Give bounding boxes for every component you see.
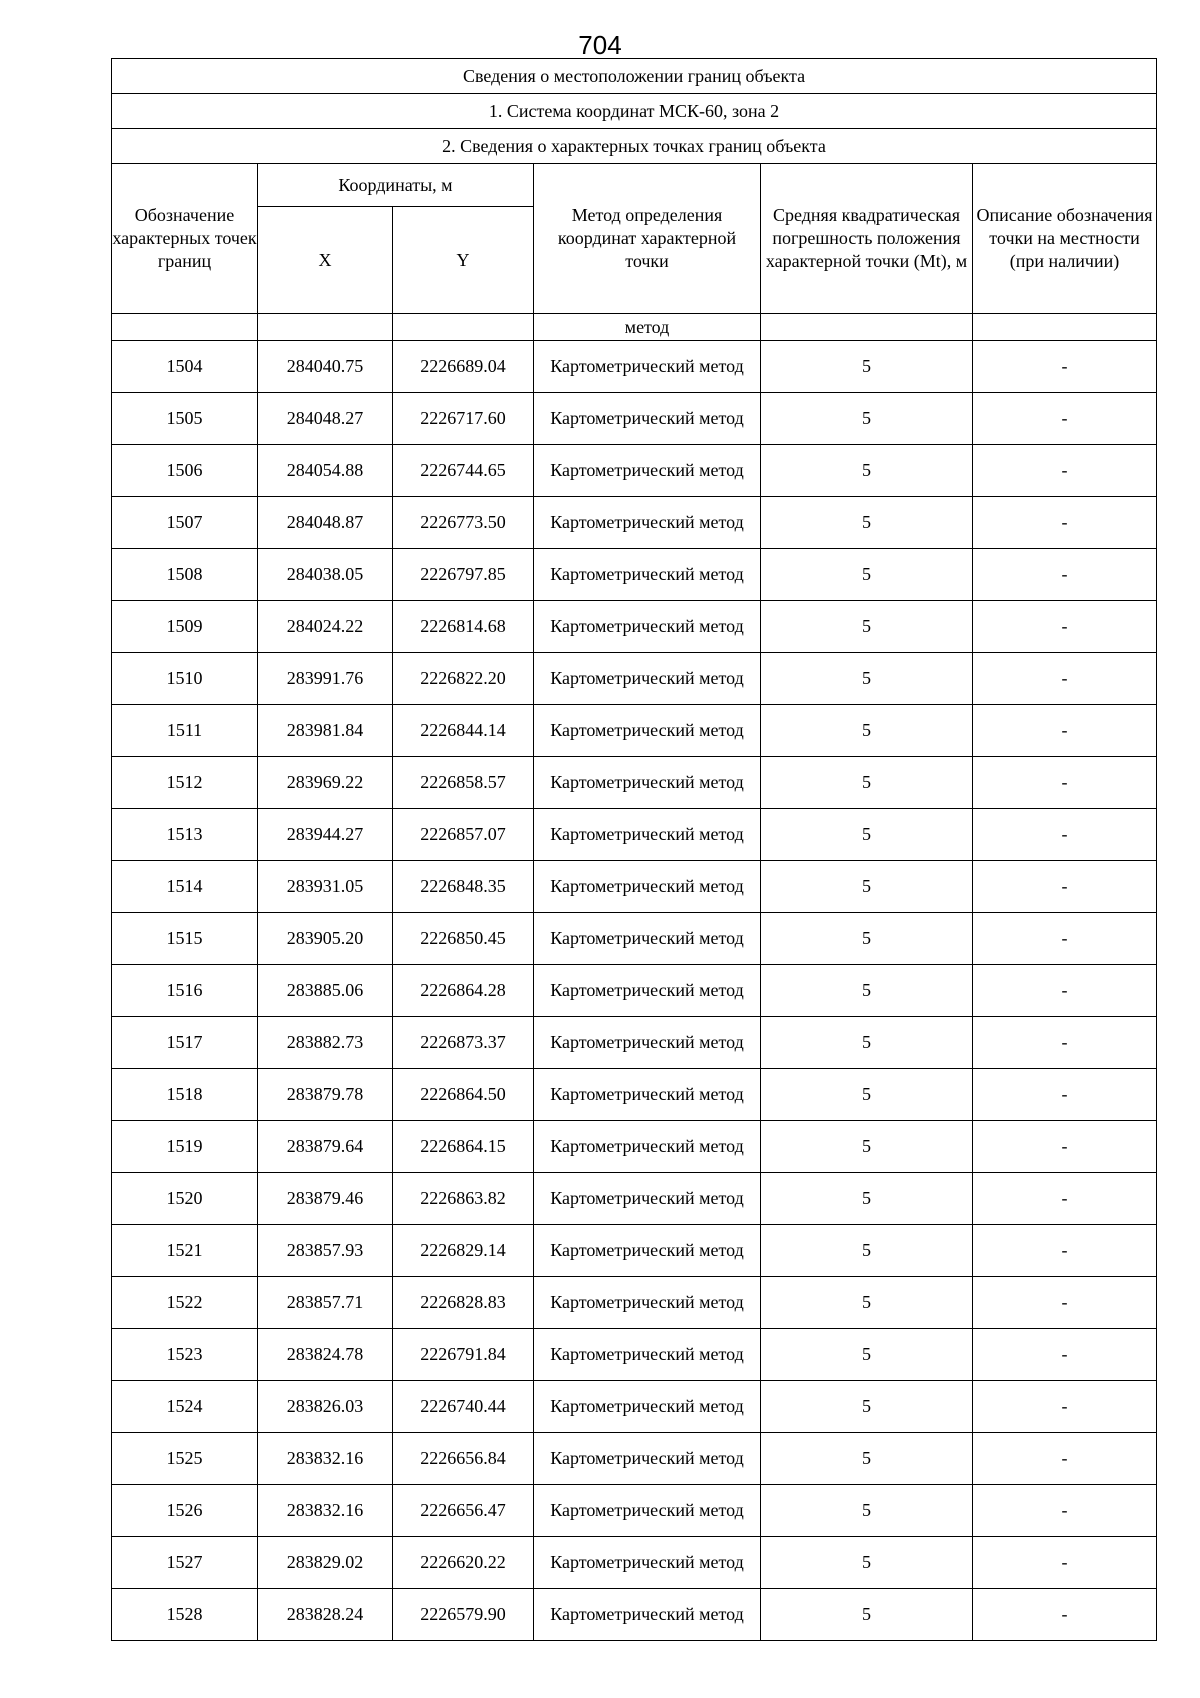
page-number: 704 <box>578 30 622 60</box>
table-row <box>112 601 1157 653</box>
y-coordinate-cell: 2226873.37 <box>393 1017 534 1069</box>
error-cell: 5 <box>761 393 973 445</box>
y-coordinate-cell: 2226689.04 <box>393 341 534 393</box>
y-coordinate-cell: 2226864.50 <box>393 1069 534 1121</box>
continuation-method: метод <box>534 314 761 341</box>
x-coordinate-cell: 283824.78 <box>258 1329 393 1381</box>
description-cell: - <box>973 1225 1157 1277</box>
continuation-cell <box>393 314 534 341</box>
table-row <box>112 1433 1157 1485</box>
x-coordinate-cell: 283832.16 <box>258 1433 393 1485</box>
point-id-cell: 1513 <box>112 809 258 861</box>
table-row <box>112 1589 1157 1641</box>
method-cell: Картометрический метод <box>534 705 761 757</box>
error-cell: 5 <box>761 757 973 809</box>
x-coordinate-cell: 283828.24 <box>258 1589 393 1641</box>
x-coordinate-cell: 283879.64 <box>258 1121 393 1173</box>
description-cell: - <box>973 445 1157 497</box>
error-cell: 5 <box>761 1381 973 1433</box>
x-coordinate-cell: 283857.93 <box>258 1225 393 1277</box>
point-id-cell: 1506 <box>112 445 258 497</box>
error-cell: 5 <box>761 809 973 861</box>
y-coordinate-cell: 2226850.45 <box>393 913 534 965</box>
point-id-cell: 1527 <box>112 1537 258 1589</box>
table-row <box>112 393 1157 445</box>
description-cell: - <box>973 913 1157 965</box>
x-coordinate-cell: 283882.73 <box>258 1017 393 1069</box>
x-coordinate-cell: 283879.78 <box>258 1069 393 1121</box>
method-cell: Картометрический метод <box>534 549 761 601</box>
error-cell: 5 <box>761 705 973 757</box>
x-coordinate-cell: 283905.20 <box>258 913 393 965</box>
method-cell: Картометрический метод <box>534 861 761 913</box>
x-coordinate-cell: 283969.22 <box>258 757 393 809</box>
y-coordinate-cell: 2226863.82 <box>393 1173 534 1225</box>
method-cell: Картометрический метод <box>534 809 761 861</box>
y-coordinate-cell: 2226773.50 <box>393 497 534 549</box>
description-cell: - <box>973 705 1157 757</box>
method-cell: Картометрический метод <box>534 757 761 809</box>
header-error: Средняя квадратическая погрешность положения характерной точки (Mt), м <box>761 164 973 314</box>
point-id-cell: 1520 <box>112 1173 258 1225</box>
x-coordinate-cell: 283832.16 <box>258 1485 393 1537</box>
x-coordinate-cell: 283829.02 <box>258 1537 393 1589</box>
point-id-cell: 1512 <box>112 757 258 809</box>
header-point: Обозначение характерных точек границ <box>112 164 258 314</box>
table-row <box>112 965 1157 1017</box>
header-coords: Координаты, м <box>258 164 534 207</box>
point-id-cell: 1510 <box>112 653 258 705</box>
point-id-cell: 1511 <box>112 705 258 757</box>
table-row <box>112 1485 1157 1537</box>
error-cell: 5 <box>761 497 973 549</box>
table-row <box>112 1121 1157 1173</box>
table-row <box>112 1069 1157 1121</box>
point-id-cell: 1508 <box>112 549 258 601</box>
error-cell: 5 <box>761 913 973 965</box>
x-coordinate-cell: 284048.87 <box>258 497 393 549</box>
y-coordinate-cell: 2226740.44 <box>393 1381 534 1433</box>
method-cell: Картометрический метод <box>534 965 761 1017</box>
error-cell: 5 <box>761 1537 973 1589</box>
boundary-points-table <box>111 58 1157 1641</box>
table-row <box>112 757 1157 809</box>
point-id-cell: 1507 <box>112 497 258 549</box>
method-cell: Картометрический метод <box>534 601 761 653</box>
x-coordinate-cell: 283931.05 <box>258 861 393 913</box>
y-coordinate-cell: 2226822.20 <box>393 653 534 705</box>
point-id-cell: 1524 <box>112 1381 258 1433</box>
point-id-cell: 1505 <box>112 393 258 445</box>
points-section-caption: 2. Сведения о характерных точках границ объекта <box>112 129 1157 164</box>
method-cell: Картометрический метод <box>534 497 761 549</box>
y-coordinate-cell: 2226829.14 <box>393 1225 534 1277</box>
point-id-cell: 1525 <box>112 1433 258 1485</box>
table-row <box>112 1277 1157 1329</box>
method-cell: Картометрический метод <box>534 1485 761 1537</box>
error-cell: 5 <box>761 445 973 497</box>
header-method: Метод определения координат характерной точки <box>534 164 761 314</box>
x-coordinate-cell: 284038.05 <box>258 549 393 601</box>
y-coordinate-cell: 2226857.07 <box>393 809 534 861</box>
description-cell: - <box>973 549 1157 601</box>
description-cell: - <box>973 1173 1157 1225</box>
table-row <box>112 913 1157 965</box>
x-coordinate-cell: 283991.76 <box>258 653 393 705</box>
table-row <box>112 341 1157 393</box>
table-row <box>112 1225 1157 1277</box>
table-row <box>112 549 1157 601</box>
table-row <box>112 1381 1157 1433</box>
y-coordinate-cell: 2226828.83 <box>393 1277 534 1329</box>
error-cell: 5 <box>761 1017 973 1069</box>
description-cell: - <box>973 393 1157 445</box>
x-coordinate-cell: 284040.75 <box>258 341 393 393</box>
method-cell: Картометрический метод <box>534 1121 761 1173</box>
description-cell: - <box>973 809 1157 861</box>
description-cell: - <box>973 341 1157 393</box>
point-id-cell: 1517 <box>112 1017 258 1069</box>
point-id-cell: 1509 <box>112 601 258 653</box>
table-row <box>112 497 1157 549</box>
header-y: Y <box>393 207 534 314</box>
point-id-cell: 1518 <box>112 1069 258 1121</box>
description-cell: - <box>973 1121 1157 1173</box>
y-coordinate-cell: 2226620.22 <box>393 1537 534 1589</box>
description-cell: - <box>973 861 1157 913</box>
x-coordinate-cell: 283885.06 <box>258 965 393 1017</box>
x-coordinate-cell: 284054.88 <box>258 445 393 497</box>
description-cell: - <box>973 1537 1157 1589</box>
description-cell: - <box>973 1017 1157 1069</box>
point-id-cell: 1522 <box>112 1277 258 1329</box>
method-cell: Картометрический метод <box>534 1537 761 1589</box>
method-cell: Картометрический метод <box>534 653 761 705</box>
description-cell: - <box>973 653 1157 705</box>
method-cell: Картометрический метод <box>534 1381 761 1433</box>
method-cell: Картометрический метод <box>534 1589 761 1641</box>
y-coordinate-cell: 2226844.14 <box>393 705 534 757</box>
description-cell: - <box>973 497 1157 549</box>
table-row <box>112 445 1157 497</box>
y-coordinate-cell: 2226717.60 <box>393 393 534 445</box>
error-cell: 5 <box>761 1329 973 1381</box>
y-coordinate-cell: 2226791.84 <box>393 1329 534 1381</box>
point-id-cell: 1526 <box>112 1485 258 1537</box>
y-coordinate-cell: 2226814.68 <box>393 601 534 653</box>
error-cell: 5 <box>761 653 973 705</box>
error-cell: 5 <box>761 341 973 393</box>
method-cell: Картометрический метод <box>534 1069 761 1121</box>
continuation-row <box>112 314 1157 341</box>
x-coordinate-cell: 283857.71 <box>258 1277 393 1329</box>
x-coordinate-cell: 283826.03 <box>258 1381 393 1433</box>
point-id-cell: 1523 <box>112 1329 258 1381</box>
point-id-cell: 1519 <box>112 1121 258 1173</box>
table-row <box>112 1173 1157 1225</box>
coordinate-system-caption: 1. Система координат МСК-60, зона 2 <box>112 94 1157 129</box>
table-row <box>112 653 1157 705</box>
method-cell: Картометрический метод <box>534 1329 761 1381</box>
error-cell: 5 <box>761 861 973 913</box>
continuation-cell <box>761 314 973 341</box>
description-cell: - <box>973 1485 1157 1537</box>
method-cell: Картометрический метод <box>534 393 761 445</box>
point-id-cell: 1504 <box>112 341 258 393</box>
y-coordinate-cell: 2226656.47 <box>393 1485 534 1537</box>
y-coordinate-cell: 2226864.15 <box>393 1121 534 1173</box>
description-cell: - <box>973 965 1157 1017</box>
error-cell: 5 <box>761 1225 973 1277</box>
header-description: Описание обозначения точки на местности (при наличии) <box>973 164 1157 314</box>
error-cell: 5 <box>761 1433 973 1485</box>
table-title: Сведения о местоположении границ объекта <box>112 59 1157 94</box>
y-coordinate-cell: 2226656.84 <box>393 1433 534 1485</box>
description-cell: - <box>973 1069 1157 1121</box>
y-coordinate-cell: 2226858.57 <box>393 757 534 809</box>
point-id-cell: 1528 <box>112 1589 258 1641</box>
description-cell: - <box>973 1381 1157 1433</box>
method-cell: Картометрический метод <box>534 1277 761 1329</box>
method-cell: Картометрический метод <box>534 1225 761 1277</box>
table-row <box>112 861 1157 913</box>
description-cell: - <box>973 757 1157 809</box>
y-coordinate-cell: 2226797.85 <box>393 549 534 601</box>
continuation-cell <box>258 314 393 341</box>
error-cell: 5 <box>761 1485 973 1537</box>
error-cell: 5 <box>761 1069 973 1121</box>
error-cell: 5 <box>761 1121 973 1173</box>
table-row <box>112 1017 1157 1069</box>
header-x: X <box>258 207 393 314</box>
x-coordinate-cell: 284024.22 <box>258 601 393 653</box>
continuation-cell <box>112 314 258 341</box>
method-cell: Картометрический метод <box>534 913 761 965</box>
description-cell: - <box>973 1277 1157 1329</box>
table-row <box>112 1537 1157 1589</box>
point-id-cell: 1516 <box>112 965 258 1017</box>
point-id-cell: 1514 <box>112 861 258 913</box>
description-cell: - <box>973 1433 1157 1485</box>
point-id-cell: 1521 <box>112 1225 258 1277</box>
x-coordinate-cell: 283879.46 <box>258 1173 393 1225</box>
description-cell: - <box>973 1589 1157 1641</box>
error-cell: 5 <box>761 549 973 601</box>
error-cell: 5 <box>761 1589 973 1641</box>
y-coordinate-cell: 2226848.35 <box>393 861 534 913</box>
method-cell: Картометрический метод <box>534 1017 761 1069</box>
table-row <box>112 705 1157 757</box>
x-coordinate-cell: 283944.27 <box>258 809 393 861</box>
continuation-cell <box>973 314 1157 341</box>
error-cell: 5 <box>761 1277 973 1329</box>
error-cell: 5 <box>761 1173 973 1225</box>
method-cell: Картометрический метод <box>534 1433 761 1485</box>
description-cell: - <box>973 601 1157 653</box>
method-cell: Картометрический метод <box>534 1173 761 1225</box>
y-coordinate-cell: 2226744.65 <box>393 445 534 497</box>
x-coordinate-cell: 284048.27 <box>258 393 393 445</box>
error-cell: 5 <box>761 601 973 653</box>
table-row <box>112 1329 1157 1381</box>
y-coordinate-cell: 2226864.28 <box>393 965 534 1017</box>
point-id-cell: 1515 <box>112 913 258 965</box>
description-cell: - <box>973 1329 1157 1381</box>
x-coordinate-cell: 283981.84 <box>258 705 393 757</box>
table-row <box>112 809 1157 861</box>
method-cell: Картометрический метод <box>534 445 761 497</box>
y-coordinate-cell: 2226579.90 <box>393 1589 534 1641</box>
method-cell: Картометрический метод <box>534 341 761 393</box>
error-cell: 5 <box>761 965 973 1017</box>
